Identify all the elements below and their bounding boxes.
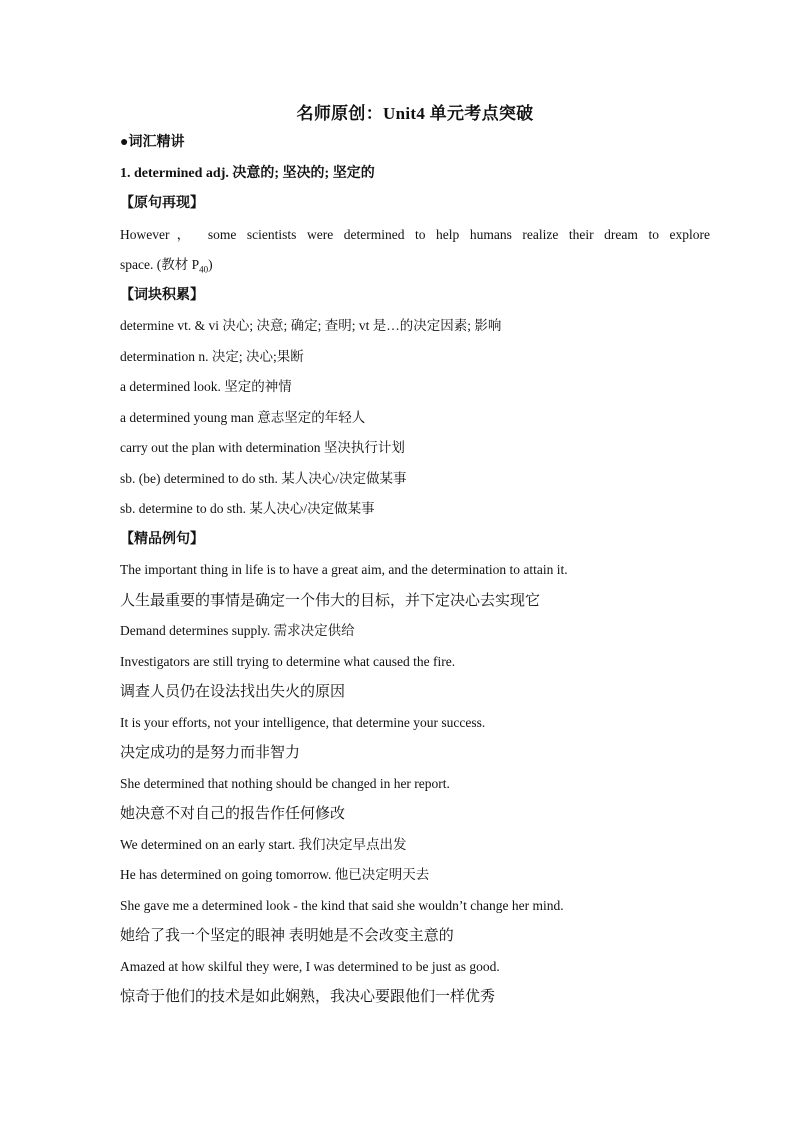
phrase-item: a determined look. 坚定的神情 <box>120 379 292 394</box>
example-translation: 人生最重要的事情是确定一个伟大的目标，并下定决心去实现它 <box>120 592 541 609</box>
phrase-item: carry out the plan with determination 坚决执行计划 <box>120 440 405 455</box>
example-line: Amazed at how skilful they were, I was determined to be just as good. <box>120 958 500 974</box>
example-line: She determined that nothing should be changed in her report. <box>120 775 450 791</box>
example-translation: 她给了我一个坚定的眼神 表明她是不会改变主意的 <box>120 928 454 944</box>
original-sentence-heading: 【原句再现】 <box>120 196 204 211</box>
example-translation: 她决意不对自己的报告作任何修改 <box>120 806 346 822</box>
phrase-item: sb. (be) determined to do sth. 某人决心/决定做某事 <box>120 470 407 486</box>
phrase-item: determine vt. & vi 决心; 决意; 确定; 查明; vt 是…的决定因素; 影响 <box>120 318 502 333</box>
example-line: The important thing in life is to have a great aim, and the determination to attain it. <box>120 562 568 577</box>
example-line: We determined on an early start. 我们决定早点出发 <box>120 836 407 852</box>
examples-heading: 【精品例句】 <box>120 531 204 547</box>
example-translation: 决定成功的是努力而非智力 <box>120 745 301 761</box>
phrase-item: sb. determine to do sth. 某人决心/决定做某事 <box>120 501 375 516</box>
page-number: 40 <box>199 264 209 275</box>
source-text: space. (教材 P <box>120 257 200 272</box>
original-sentence-line-2 <box>120 250 710 281</box>
example-line: She gave me a determined look - the kind that said she wouldn’t change her mind. <box>120 897 564 913</box>
phrases-heading: 【词块积累】 <box>120 287 204 303</box>
source-close: ) <box>208 257 213 272</box>
document-page <box>120 100 710 1013</box>
example-line: Demand determines supply. 需求决定供给 <box>120 623 355 638</box>
phrase-item: a determined young man 意志坚定的年轻人 <box>120 409 366 425</box>
example-line: Investigators are still trying to determine what caused the fire. <box>120 653 456 669</box>
example-line: It is your efforts, not your intelligence, that determine your success. <box>120 714 486 730</box>
entry-title: 1. determined adj. 决意的; 坚决的; 坚定的 <box>120 165 375 181</box>
example-line: He has determined on going tomorrow. 他已决定明天去 <box>120 867 430 882</box>
section-heading: ●词汇精讲 <box>120 135 185 150</box>
example-translation: 调查人员仍在设法找出失火的原因 <box>120 684 346 700</box>
original-sentence-line-1: However， some scientists were determined to help humans realize their dream to explore <box>120 226 710 242</box>
phrase-item: determination n. 决定; 决心;果断 <box>120 348 304 364</box>
example-translation: 惊奇于他们的技术是如此娴熟，我决心要跟他们一样优秀 <box>120 989 496 1005</box>
page-title: 名师原创：Unit4 单元考点突破 <box>296 104 534 123</box>
